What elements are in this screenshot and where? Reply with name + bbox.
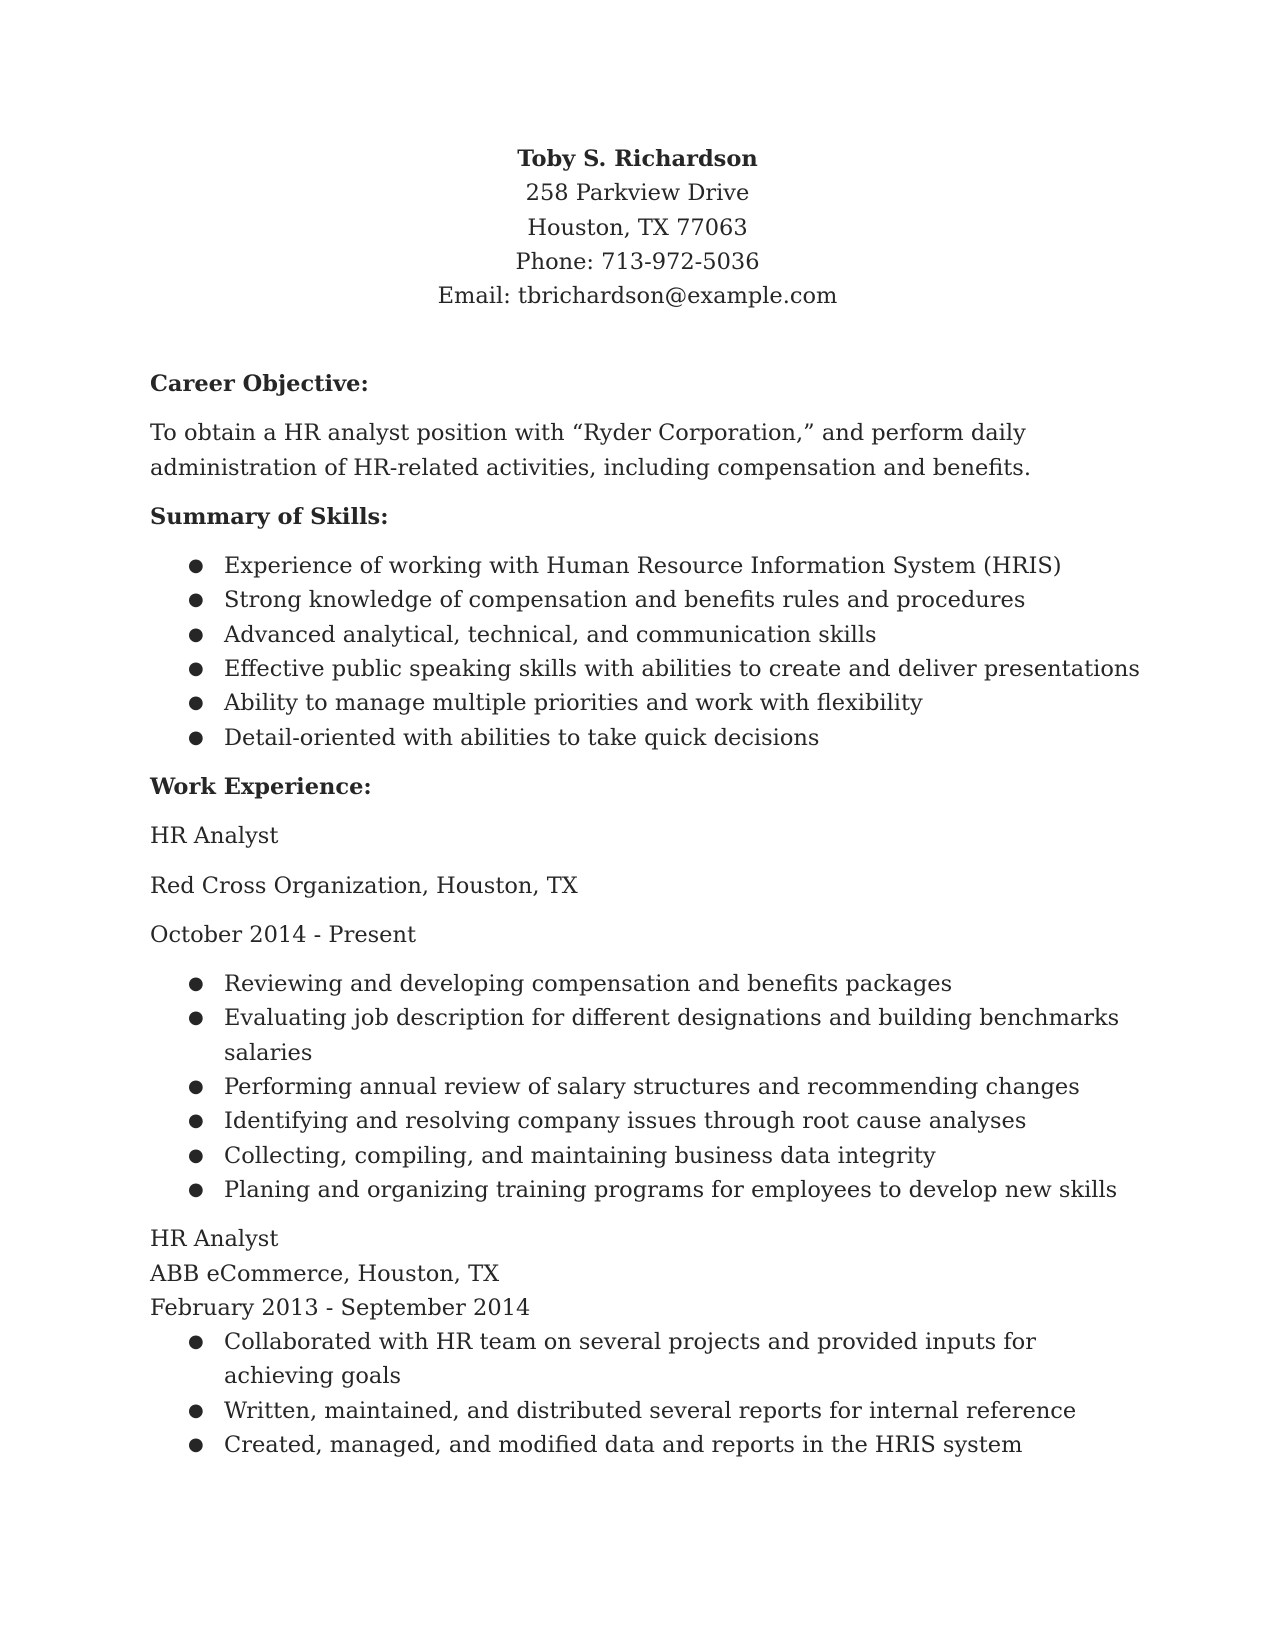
bullet-icon: ● — [188, 973, 204, 995]
skill-text: Detail-oriented with abilities to take quick decisions — [224, 724, 820, 751]
list-item — [150, 1139, 1150, 1173]
duty-text: Collecting, compiling, and maintaining business data integrity — [224, 1142, 936, 1169]
skill-text: Strong knowledge of compensation and benefits rules and procedures — [224, 587, 1026, 614]
objective-text: To obtain a HR analyst position with “Ryder Corporation,” and perform daily administration of HR-related activities, including compensation and benefits. — [150, 420, 1032, 481]
skill-text: Ability to manage multiple priorities and work with flexibility — [224, 690, 923, 717]
list-item — [150, 549, 1150, 583]
list-item — [150, 967, 1150, 1001]
duty-text: Reviewing and developing compensation and benefits packages — [224, 971, 953, 998]
bullet-icon: ● — [188, 1144, 204, 1166]
bullet-icon: ● — [188, 1178, 204, 1200]
list-item — [150, 1325, 1150, 1394]
job-1-title: HR Analyst — [150, 823, 279, 850]
list-item — [150, 1104, 1150, 1138]
job-2-title: HR Analyst — [150, 1226, 279, 1253]
job-1-duties — [150, 967, 1150, 1207]
objective-heading: Career Objective: — [150, 371, 369, 397]
bullet-icon: ● — [188, 623, 204, 645]
skills-heading: Summary of Skills: — [150, 503, 389, 530]
duty-text: Planing and organizing training programs for employees to develop new skills — [224, 1176, 1118, 1203]
job-2-duties — [150, 1325, 1150, 1462]
bullet-icon: ● — [188, 1110, 204, 1132]
list-item — [150, 1394, 1150, 1428]
list-item — [150, 721, 1150, 755]
skill-text: Experience of working with Human Resource Information System (HRIS) — [224, 553, 1062, 580]
list-item — [150, 1428, 1150, 1462]
duty-text: Evaluating job description for different designations and building benchmarks salaries — [224, 1005, 1120, 1066]
list-item — [150, 583, 1150, 617]
job-2-dates: February 2013 - September 2014 — [150, 1294, 531, 1321]
bullet-icon: ● — [188, 1331, 204, 1353]
list-item — [150, 618, 1150, 652]
bullet-icon: ● — [188, 1434, 204, 1456]
resume-body — [150, 367, 1150, 1477]
job-1-dates: October 2014 - Present — [150, 921, 417, 948]
address-line-2: Houston, TX 77063 — [527, 214, 748, 241]
duty-text: Collaborated with HR team on several projects and provided inputs for achieving goals — [224, 1329, 1036, 1390]
bullet-icon: ● — [188, 1399, 204, 1421]
experience-heading: Work Experience: — [150, 773, 372, 800]
list-item — [150, 686, 1150, 720]
duty-text: Identifying and resolving company issues through root cause analyses — [224, 1108, 1027, 1135]
bullet-icon: ● — [188, 658, 204, 680]
skills-list — [150, 549, 1150, 755]
bullet-icon: ● — [188, 692, 204, 714]
list-item — [150, 1070, 1150, 1104]
candidate-name: Toby S. Richardson — [517, 146, 758, 172]
list-item — [150, 652, 1150, 686]
list-item — [150, 1001, 1150, 1070]
list-item — [150, 1173, 1150, 1207]
bullet-icon: ● — [188, 589, 204, 611]
job-1-company: Red Cross Organization, Houston, TX — [150, 872, 578, 899]
phone-number: Phone: 713-972-5036 — [515, 248, 760, 275]
duty-text: Created, managed, and modified data and reports in the HRIS system — [224, 1432, 1023, 1459]
duty-text: Performing annual review of salary structures and recommending changes — [224, 1074, 1080, 1101]
bullet-icon: ● — [188, 1076, 204, 1098]
skill-text: Advanced analytical, technical, and communication skills — [224, 621, 877, 648]
bullet-icon: ● — [188, 726, 204, 748]
bullet-icon: ● — [188, 1007, 204, 1029]
bullet-icon: ● — [188, 555, 204, 577]
skill-text: Effective public speaking skills with abilities to create and deliver presentations — [224, 656, 1140, 683]
duty-text: Written, maintained, and distributed several reports for internal reference — [224, 1397, 1077, 1424]
job-2-company: ABB eCommerce, Houston, TX — [150, 1260, 500, 1287]
contact-header — [0, 142, 1275, 313]
email-address: Email: tbrichardson@example.com — [437, 283, 838, 310]
address-line-1: 258 Parkview Drive — [525, 180, 750, 207]
